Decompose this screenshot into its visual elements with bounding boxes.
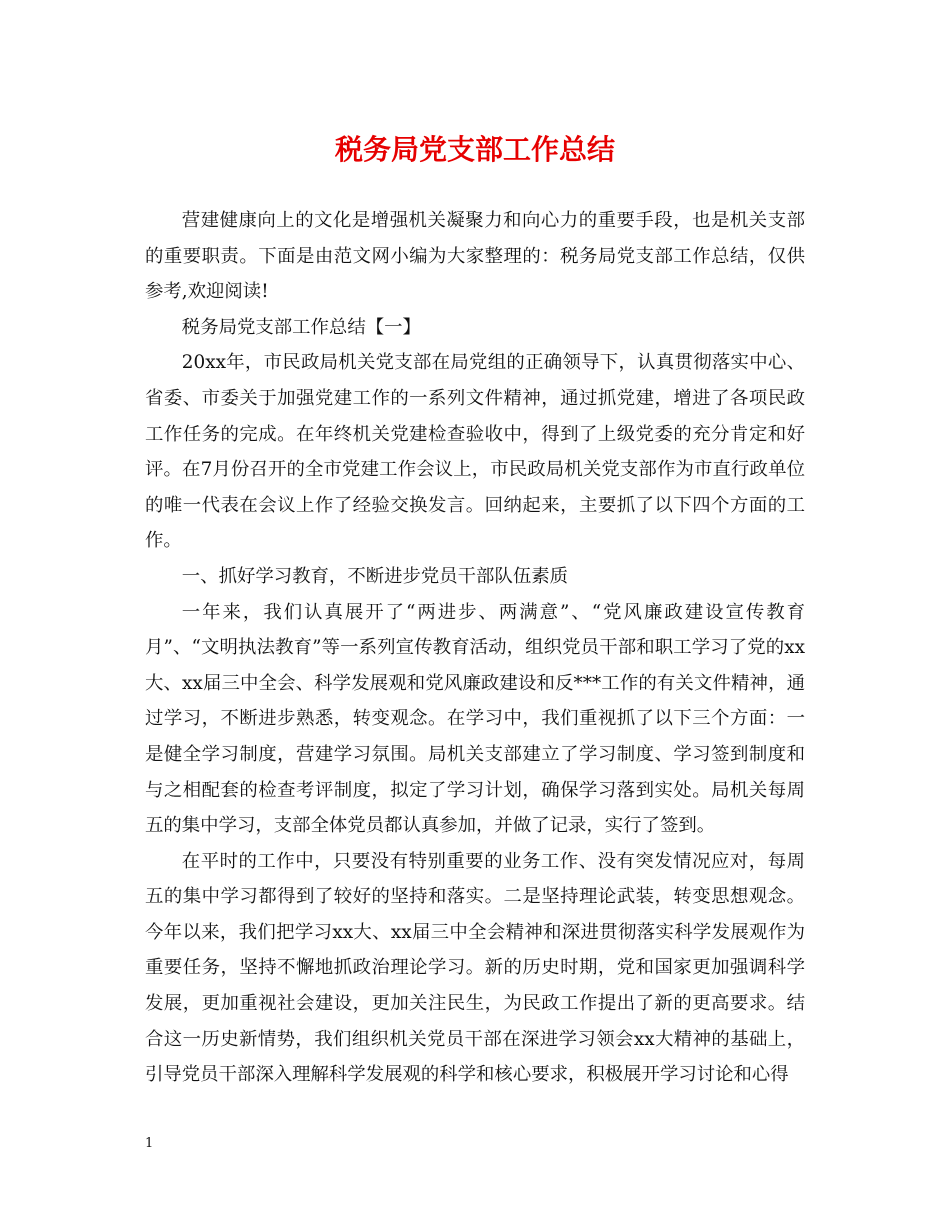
intro-paragraph: 营建健康向上的文化是增强机关凝聚力和向心力的重要手段，也是机关支部的重要职责。下面是由范文网小编为大家整理的：税务局党支部工作总结，仅供参考,欢迎阅读! — [145, 210, 805, 303]
body-paragraph: 一年来，我们认真展开了“两进步、两满意”、“党风廉政建设宣传教育月”、“文明执法教育”等一系列宣传教育活动，组织党员干部和职工学习了党的xx大、xx届三中全会、科学发展观和党风廉政建设和反***工作的有关文件精神，通过学习，不断进步熟悉，转变观念。在学习中，我们重视抓了以下三个方面：一是健全学习制度，营建学习氛围。局机关支部建立了学习制度、学习签到制度和与之相配套的检查考评制度，拟定了学习计划，确保学习落到实处。局机关每周五的集中学习，支部全体党员都认真参加，并做了记录，实行了签到。 — [145, 601, 805, 837]
document-body — [145, 203, 805, 1093]
section-heading-one: 税务局党支部工作总结【一】 — [181, 316, 421, 338]
body-paragraph: 20xx年，市民政局机关党支部在局党组的正确领导下，认真贯彻落实中心、省委、市委关于加强党建工作的一系列文件精神，通过抓党建，增进了各项民政工作任务的完成。在年终机关党建检查验收中，得到了上级党委的充分肯定和好评。在7月份召开的全市党建工作会议上，市民政局机关党支部作为市直行政单位的唯一代表在会议上作了经验交换发言。回纳起来，主要抓了以下四个方面的工作。 — [145, 352, 805, 552]
body-paragraph: 在平时的工作中，只要没有特别重要的业务工作、没有突发情况应对，每周五的集中学习都得到了较好的坚持和落实。二是坚持理论武装，转变思想观念。今年以来，我们把学习xx大、xx届三中全会精神和深进贯彻落实科学发展观作为重要任务，坚持不懈地抓政治理论学习。新的历史时期，党和国家更加强调科学发展，更加重视社会建设，更加关注民生，为民政工作提出了新的更高要求。结合这一历史新情势，我们组织机关党员干部在深进学习领会xx大精神的基础上，引导党员干部深入理解科学发展观的科学和核心要求，积极展开学习讨论和心得 — [145, 850, 805, 1086]
subsection-heading: 一、抓好学习教育，不断进步党员干部队伍素质 — [181, 565, 569, 587]
document-title: 税务局党支部工作总结 — [334, 133, 615, 166]
page-number: 1 — [145, 1136, 154, 1151]
